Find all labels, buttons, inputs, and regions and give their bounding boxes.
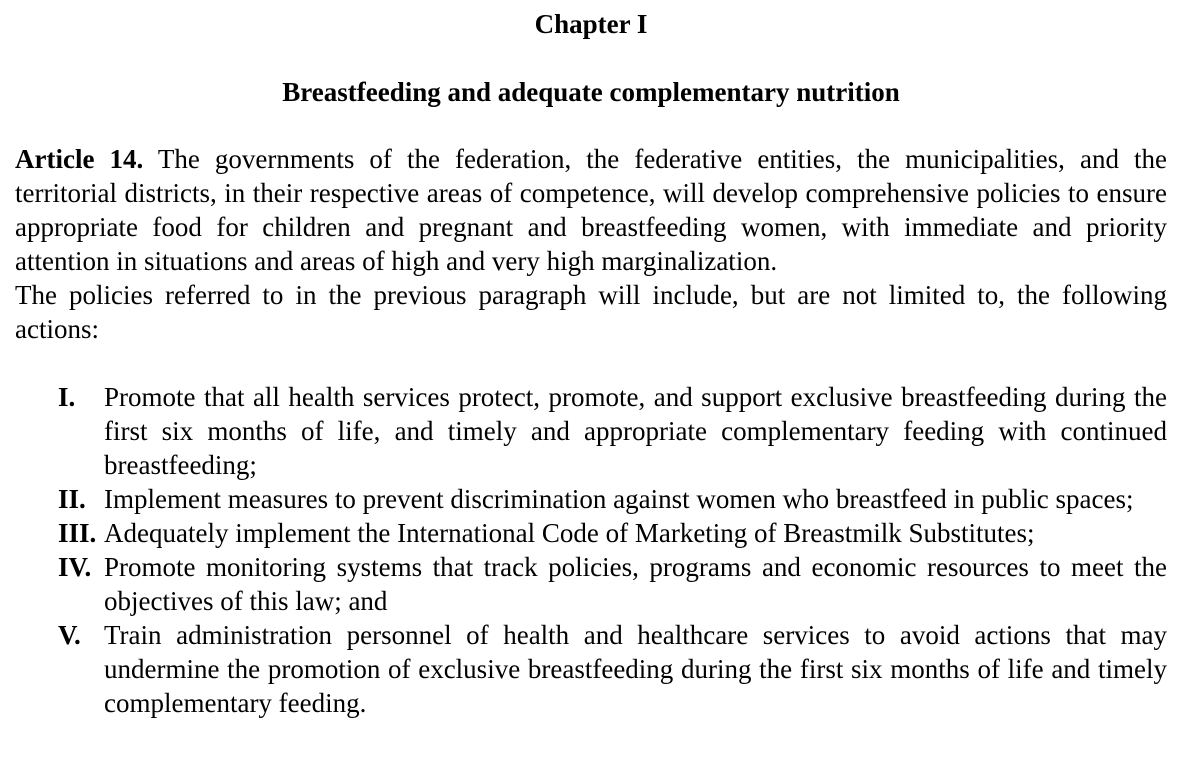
list-numeral: V. bbox=[58, 620, 81, 650]
list-item bbox=[0, 482, 1200, 516]
chapter-title: Chapter I bbox=[534, 9, 648, 39]
list-numeral: I. bbox=[58, 382, 76, 412]
list-item-text: Implement measures to prevent discrimination against women who breastfeed in public spaces; bbox=[104, 484, 1134, 514]
list-item bbox=[0, 516, 1200, 550]
article-label: Article 14. bbox=[15, 144, 144, 174]
actions-list bbox=[0, 380, 1200, 720]
list-numeral: II. bbox=[58, 484, 86, 514]
list-item-text: Promote that all health services protect, promote, and support exclusive breastfeeding during the first six months of life, and timely and appropriate complementary feeding with continued breastfeeding; bbox=[104, 382, 1167, 480]
list-numeral: IV. bbox=[58, 552, 92, 582]
list-item bbox=[0, 550, 1200, 618]
article-paragraph bbox=[15, 142, 1167, 278]
list-item-text: Adequately implement the International Code of Marketing of Breastmilk Substitutes; bbox=[104, 518, 1035, 548]
list-item bbox=[0, 380, 1200, 482]
list-numeral: III. bbox=[58, 518, 97, 548]
policies-paragraph: The policies referred to in the previous paragraph will include, but are not limited to, the following actions: bbox=[15, 280, 1167, 344]
list-item-text: Train administration personnel of health and healthcare services to avoid actions that may undermine the promotion of exclusive breastfeeding during the first six months of life and timely complementary feeding. bbox=[104, 620, 1167, 718]
list-item bbox=[0, 618, 1200, 720]
article-text: The governments of the federation, the federative entities, the municipalities, and the territorial districts, in their respective areas of competence, will develop comprehensive policies to ensure appropriate food for children and pregnant and breastfeeding women, with immediate and priority attention in situations and areas of high and very high marginalization. bbox=[15, 144, 1167, 276]
list-item-text: Promote monitoring systems that track policies, programs and economic resources to meet the objectives of this law; and bbox=[104, 552, 1167, 616]
section-title: Breastfeeding and adequate complementary nutrition bbox=[282, 77, 900, 107]
